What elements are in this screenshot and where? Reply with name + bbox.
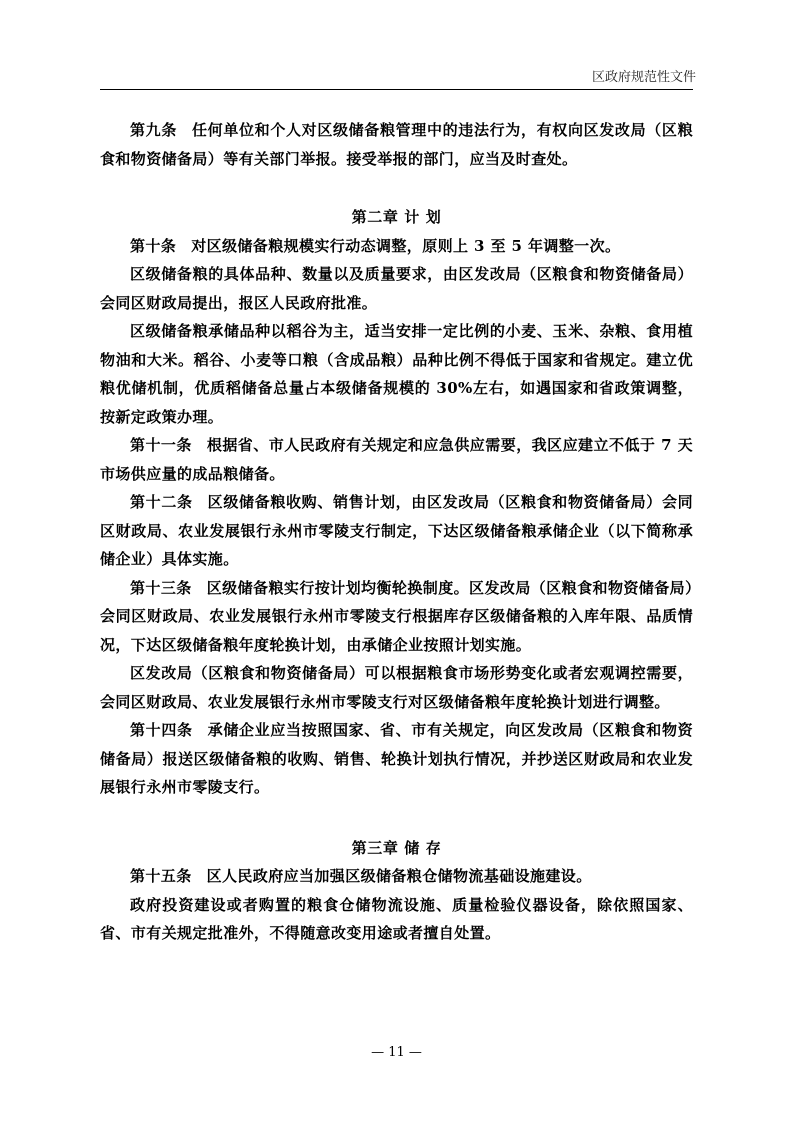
article-text: 区级储备粮收购、销售计划，由区发改局（区粮食和物资储备局）会同区财政局、农业发展银行永州市零陵支行制定，下达区级储备粮承储企业（以下简称承储企业）具体实施。 [100,493,694,568]
article-10 [100,232,693,261]
article-15 [100,862,693,891]
article-text: 承储企业应当按照国家、省、市有关规定，向区发改局（区粮食和物资储备局）报送区级储备粮的收购、销售、轮换计划执行情况，并抄送区财政局和农业发展银行永州市零陵支行。 [100,721,694,796]
document-body [100,116,693,948]
article-15-paragraph-2: 政府投资建设或者购置的粮食仓储物流设施、质量检验仪器设备，除依照国家、省、市有关规定批准外，不得随意改变用途或者擅自处置。 [100,895,693,942]
article-text: 区级储备粮实行按计划均衡轮换制度。区发改局（区粮食和物资储备局）会同区财政局、农业发展银行永州市零陵支行根据库存区级储备粮的入库年限、品质情况，下达区级储备粮年度轮换计划，由承储企业按照计划实施。 [100,578,693,654]
section-spacer [100,802,693,834]
article-number: 第十一条 [130,436,192,454]
section-spacer [100,173,693,203]
article-number: 第十三条 [130,578,192,597]
article-10-paragraph-3: 区级储备粮承储品种以稻谷为主，适当安排一定比例的小麦、玉米、杂粮、食用植物油和大米。稻谷、小麦等口粮（含成品粮）品种比例不得低于国家和省规定。建立优粮优储机制，优质稻储备总量占本级储备规模的 30%左右，如遇国家和省政策调整，按新定政策办理。 [100,322,693,426]
article-text: 对区级储备粮规模实行动态调整，原则上 3 至 5 年调整一次。 [191,236,621,255]
article-text: 区人民政府应当加强区级储备粮仓储物流基础设施建设。 [206,867,592,885]
article-11 [100,431,693,488]
article-13 [100,574,693,660]
article-9 [100,116,693,173]
article-number: 第十四条 [130,721,193,739]
article-number: 第十条 [130,236,177,255]
page-header-label: 区政府规范性文件 [591,70,696,85]
header-divider [100,89,693,90]
article-number: 第九条 [130,121,177,139]
article-10-paragraph-2: 区级储备粮的具体品种、数量以及质量要求，由区发改局（区粮食和物资储备局）会同区财政局提出，报区人民政府批准。 [100,265,693,312]
chapter-heading-2: 第二章 计 划 [351,208,442,226]
chapter-heading-3: 第三章 储 存 [351,838,442,857]
article-number: 第十二条 [130,493,193,511]
article-14 [100,716,693,802]
article-text: 根据省、市人民政府有关规定和应急供应需要，我区应建立不低于 7 天市场供应量的成品粮储备。 [100,436,693,483]
article-number: 第十五条 [130,867,192,885]
article-12 [100,488,693,574]
article-text: 任何单位和个人对区级储备粮管理中的违法行为，有权向区发改局（区粮食和物资储备局）等有关部门举报。接受举报的部门，应当及时查处。 [100,121,693,168]
article-13-paragraph-2: 区发改局（区粮食和物资储备局）可以根据粮食市场形势变化或者宏观调控需要，会同区财政局、农业发展银行永州市零陵支行对区级储备粮年度轮换计划进行调整。 [100,664,693,711]
page-number: — 11 — [371,1045,422,1060]
